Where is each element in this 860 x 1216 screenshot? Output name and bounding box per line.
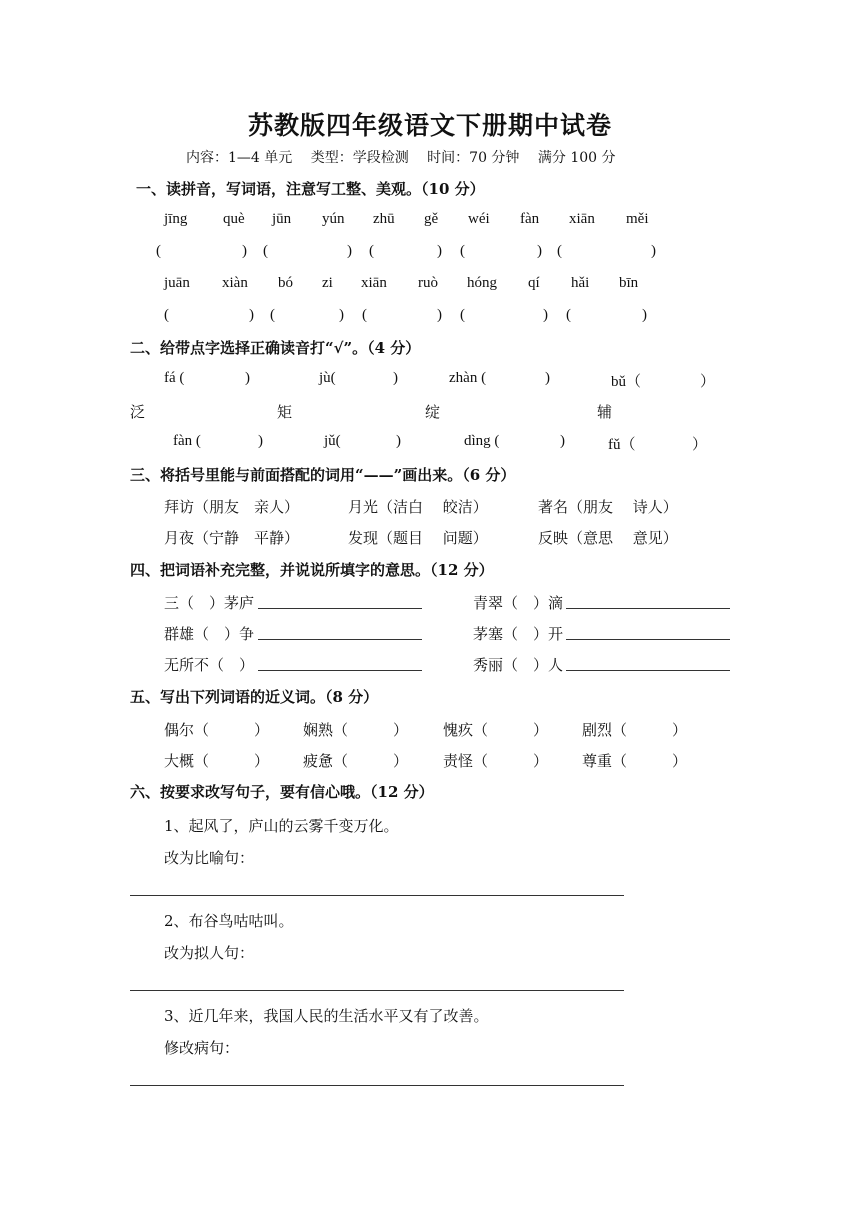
synonym-item: 责怪（ ） xyxy=(443,752,549,770)
pinyin-row-1-item: gě xyxy=(424,211,439,227)
dotted-character: 绽 xyxy=(425,403,441,421)
idiom-item: 茅塞（ ）开 xyxy=(473,625,564,643)
section-2-heading: 二、给带点字选择正确读音打“√”。（4 分） xyxy=(130,339,421,357)
reading-option: ) xyxy=(560,433,565,449)
sentence-question-2: 2、布谷鸟咕咕叫。 xyxy=(164,912,294,930)
reading-option: bǔ（ xyxy=(611,374,642,390)
answer-line[interactable] xyxy=(258,608,422,609)
pinyin-row-1-item: jūn xyxy=(272,211,292,227)
pinyin-row-2-item: xiān xyxy=(361,275,387,291)
collocation-item: 月夜（宁静 平静） xyxy=(164,529,300,547)
answer-paren-open: ( xyxy=(263,243,268,259)
answer-paren-close: ) xyxy=(543,307,548,323)
reading-option: fàn ( xyxy=(173,433,201,449)
synonym-item: 尊重（ ） xyxy=(582,752,688,770)
reading-option: zhàn ( xyxy=(449,370,487,386)
answer-paren-close: ) xyxy=(347,243,352,259)
answer-line[interactable] xyxy=(566,670,730,671)
idiom-item: 群雄（ ）争 xyxy=(164,625,255,643)
answer-paren-close: ) xyxy=(437,307,442,323)
answer-paren-open: ( xyxy=(557,243,562,259)
reading-option: ) xyxy=(396,433,401,449)
answer-line[interactable] xyxy=(130,1085,624,1086)
sentence-question-1: 1、起风了，庐山的云雾千变万化。 xyxy=(164,817,399,835)
section-4-heading: 四、把词语补充完整，并说说所填字的意思。（12 分） xyxy=(130,561,494,579)
answer-line[interactable] xyxy=(566,608,730,609)
section-3-heading: 三、将括号里能与前面搭配的词用“——”画出来。（6 分） xyxy=(130,466,516,484)
pinyin-row-1-item: zhū xyxy=(373,211,395,227)
pinyin-row-2-item: bīn xyxy=(619,275,639,291)
meta-score: 满分 100 分 xyxy=(537,150,616,166)
reading-option: fǔ（ xyxy=(608,437,636,453)
pinyin-row-1-item: wéi xyxy=(468,211,490,227)
dotted-character: 辅 xyxy=(597,403,613,421)
pinyin-row-1-item: xiān xyxy=(569,211,595,227)
reading-option: ) xyxy=(545,370,550,386)
pinyin-row-2-item: zi xyxy=(322,275,333,291)
pinyin-row-1-item: jīng xyxy=(164,211,188,227)
pinyin-row-1-item: yún xyxy=(322,211,345,227)
pinyin-row-1-item: què xyxy=(223,211,245,227)
answer-paren-open: ( xyxy=(369,243,374,259)
dotted-character: 泛 xyxy=(130,403,146,421)
collocation-item: 月光（洁白 皎洁） xyxy=(348,498,488,516)
answer-paren-close: ) xyxy=(339,307,344,323)
pinyin-row-1-item: fàn xyxy=(520,211,540,227)
pinyin-row-2-item: juān xyxy=(164,275,190,291)
pinyin-row-2-item: hǎi xyxy=(571,275,590,291)
answer-line[interactable] xyxy=(566,639,730,640)
answer-paren-open: ( xyxy=(270,307,275,323)
pinyin-row-2-item: bó xyxy=(278,275,293,291)
reading-option: ) xyxy=(393,370,398,386)
idiom-item: 无所不（ ） xyxy=(164,656,255,674)
sentence-task-2: 改为拟人句： xyxy=(164,944,255,962)
answer-paren-open: ( xyxy=(362,307,367,323)
answer-paren-close: ) xyxy=(537,243,542,259)
answer-line[interactable] xyxy=(130,990,624,991)
idiom-item: 秀丽（ ）人 xyxy=(473,656,564,674)
meta-type: 类型：学段检测 xyxy=(310,150,409,166)
dotted-character: 矩 xyxy=(277,403,293,421)
reading-option: ) xyxy=(258,433,263,449)
answer-line[interactable] xyxy=(258,639,422,640)
meta-content: 内容：1—4 单元 xyxy=(186,150,293,166)
synonym-item: 大概（ ） xyxy=(164,752,270,770)
reading-option: fá ( xyxy=(164,370,185,386)
answer-paren-open: ( xyxy=(460,307,465,323)
reading-option: dìng ( xyxy=(464,433,500,449)
synonym-item: 愧疚（ ） xyxy=(443,721,549,739)
collocation-item: 著名（朋友 诗人） xyxy=(538,498,678,516)
reading-option: ） xyxy=(700,374,716,390)
answer-paren-open: ( xyxy=(460,243,465,259)
section-6-heading: 六、按要求改写句子，要有信心哦。（12 分） xyxy=(130,783,434,801)
answer-paren-close: ) xyxy=(437,243,442,259)
synonym-item: 剧烈（ ） xyxy=(582,721,688,739)
pinyin-row-2-item: qí xyxy=(528,275,540,291)
sentence-question-3: 3、近几年来，我国人民的生活水平又有了改善。 xyxy=(164,1007,489,1025)
idiom-item: 三（ ）茅庐 xyxy=(164,594,255,612)
idiom-item: 青翠（ ）滴 xyxy=(473,594,564,612)
answer-paren-close: ) xyxy=(642,307,647,323)
answer-paren-open: ( xyxy=(164,307,169,323)
sentence-task-3: 修改病句： xyxy=(164,1039,240,1057)
meta-time: 时间：70 分钟 xyxy=(427,150,520,166)
reading-option: jù( xyxy=(319,370,336,386)
pinyin-row-1-item: měi xyxy=(626,211,649,227)
pinyin-row-2-item: ruò xyxy=(418,275,438,291)
section-1-heading: 一、读拼音，写词语，注意写工整、美观。（10 分） xyxy=(136,180,485,198)
synonym-item: 疲惫（ ） xyxy=(303,752,409,770)
synonym-item: 偶尔（ ） xyxy=(164,721,270,739)
exam-meta xyxy=(186,147,630,167)
synonym-item: 娴熟（ ） xyxy=(303,721,409,739)
answer-paren-open: ( xyxy=(566,307,571,323)
pinyin-row-2-item: hóng xyxy=(467,275,497,291)
answer-line[interactable] xyxy=(130,895,624,896)
answer-paren-open: ( xyxy=(156,243,161,259)
pinyin-row-2-item: xiàn xyxy=(222,275,248,291)
reading-option: jǔ( xyxy=(324,433,341,449)
collocation-item: 反映（意思 意见） xyxy=(538,529,678,547)
answer-paren-close: ) xyxy=(242,243,247,259)
answer-paren-close: ) xyxy=(651,243,656,259)
section-5-heading: 五、写出下列词语的近义词。（8 分） xyxy=(130,688,379,706)
page-title: 苏教版四年级语文下册期中试卷 xyxy=(248,111,613,140)
answer-paren-close: ) xyxy=(249,307,254,323)
reading-option: ) xyxy=(245,370,250,386)
sentence-task-1: 改为比喻句： xyxy=(164,849,255,867)
answer-line[interactable] xyxy=(258,670,422,671)
collocation-item: 拜访（朋友 亲人） xyxy=(164,498,300,516)
reading-option: ） xyxy=(692,437,708,453)
collocation-item: 发现（题目 问题） xyxy=(348,529,488,547)
